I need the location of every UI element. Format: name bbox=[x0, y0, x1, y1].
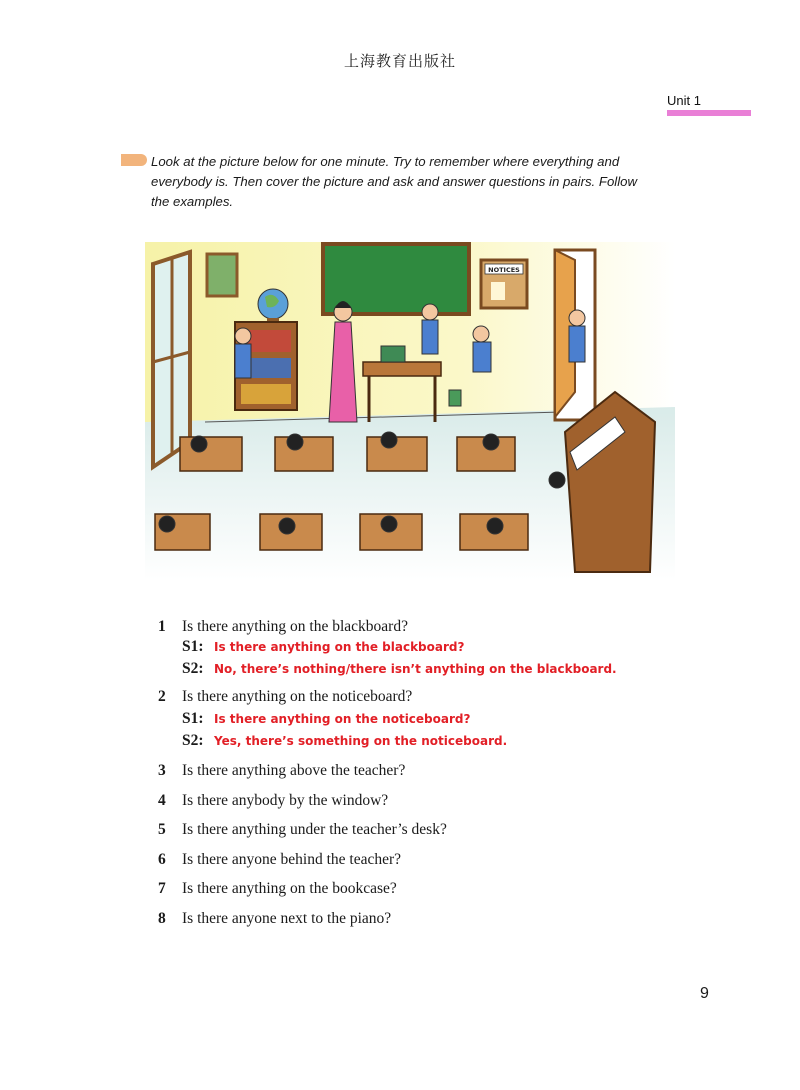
speaker-label: S1: bbox=[182, 638, 204, 655]
noticeboard bbox=[481, 260, 527, 308]
noticeboard-sign: NOTICES bbox=[488, 266, 520, 274]
instruction-line: everybody is. Then cover the picture and ask and answer questions in pairs. Follow bbox=[151, 174, 637, 189]
publisher-header: 上海教育出版社 bbox=[343, 52, 456, 70]
question-text: Is there anyone next to the piano? bbox=[182, 910, 392, 927]
exercise-tab-marker bbox=[121, 154, 147, 166]
question-text: Is there anything under the teacher’s desk? bbox=[182, 821, 447, 838]
example-answer: Yes, there’s something on the noticeboard. bbox=[214, 734, 508, 748]
example-s1 bbox=[182, 710, 470, 728]
question-number: 7 bbox=[158, 880, 166, 897]
example-answer: Is there anything on the noticeboard? bbox=[214, 712, 471, 726]
question-text: Is there anybody by the window? bbox=[182, 792, 389, 809]
question-number: 5 bbox=[158, 821, 166, 838]
question-number: 6 bbox=[158, 851, 166, 868]
window bbox=[153, 252, 190, 467]
waste-bin bbox=[449, 390, 461, 406]
example-s1 bbox=[182, 638, 464, 656]
question-text: Is there anything on the noticeboard? bbox=[182, 688, 413, 705]
example-s2 bbox=[182, 732, 507, 750]
example-answer: Is there anything on the blackboard? bbox=[214, 640, 465, 654]
page-number: 9 bbox=[700, 985, 709, 1002]
question-text: Is there anything on the blackboard? bbox=[182, 618, 408, 635]
unit-bar bbox=[667, 110, 751, 116]
speaker-label: S2: bbox=[182, 732, 204, 749]
instructions bbox=[151, 152, 681, 212]
question-number: 2 bbox=[158, 688, 166, 705]
question-text: Is there anything above the teacher? bbox=[182, 762, 406, 779]
speaker-label: S1: bbox=[182, 710, 204, 727]
question-number: 8 bbox=[158, 910, 166, 927]
question-number: 1 bbox=[158, 618, 166, 635]
question-number: 4 bbox=[158, 792, 166, 809]
example-answer: No, there’s nothing/there isn’t anything on the blackboard. bbox=[214, 662, 617, 676]
instruction-line: the examples. bbox=[151, 194, 234, 209]
question-text: Is there anything on the bookcase? bbox=[182, 880, 397, 897]
question-text: Is there anyone behind the teacher? bbox=[182, 851, 402, 868]
instruction-line: Look at the picture below for one minute. Try to remember where everything and bbox=[151, 154, 620, 169]
question-number: 3 bbox=[158, 762, 166, 779]
classroom-illustration bbox=[145, 242, 675, 580]
speaker-label: S2: bbox=[182, 660, 204, 677]
unit-label: Unit 1 bbox=[667, 93, 701, 108]
example-s2 bbox=[182, 660, 617, 678]
